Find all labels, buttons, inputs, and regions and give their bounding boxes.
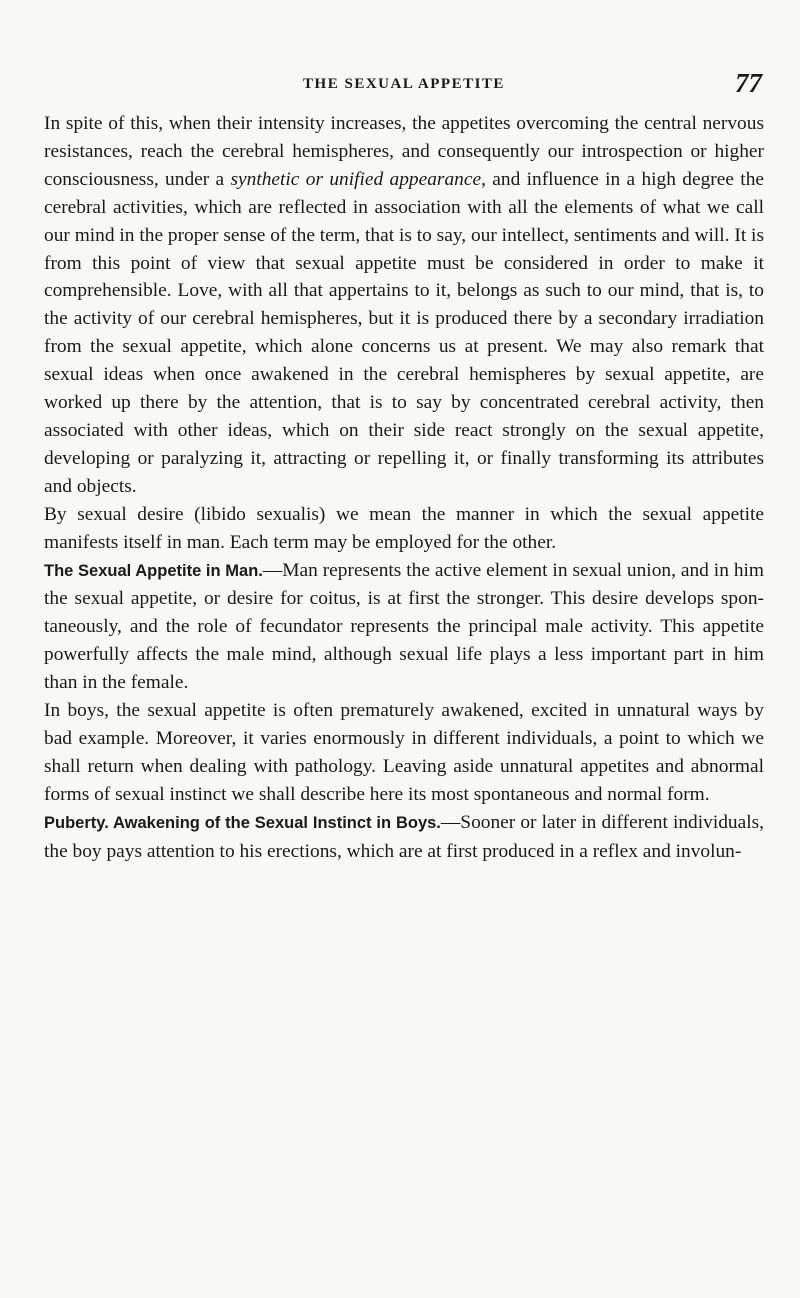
section-heading: The Sexual Appetite in Man. [44, 561, 263, 580]
page-number: 77 [735, 68, 762, 98]
paragraph: The Sexual Appetite in Man.—Man represents the active element in sexual union, and in him the sexual appetite, or desire for coitus, is at first the stronger. This desire develops spontaneously, and the role of fecundator represents the principal male activity. This appetite powerfully affects the male mind, although sexual life plays a less important part in him than in the female. [44, 559, 764, 694]
section-heading: Puberty. Awakening of the Sexual Instinct in Boys. [44, 813, 441, 832]
running-head: THE SEXUAL APPETITE [303, 76, 505, 92]
emphasis: synthetic or unified appearance [230, 168, 482, 190]
paragraph: In boys, the sexual appetite is often prematurely awakened, excited in unnatural ways by bad example. Moreover, it varies enormously in different individuals, a point to which we shall return when dealing with pathology. Leaving aside unnatural appetites and abnormal forms of sexual instinct we shall describe here its most spontaneous and normal form. [44, 700, 764, 805]
page-header [44, 68, 764, 102]
paragraph: Puberty. Awakening of the Sexual Instinct in Boys.—Sooner or later in different individuals, the boy pays attention to his erections, which are at first produced in a reflex and involun- [44, 811, 765, 862]
body-text [44, 110, 764, 865]
paragraph: By sexual desire (libido sexualis) we mean the manner in which the sexual appetite manifests itself in man. Each term may be employed for the other. [44, 503, 764, 553]
paragraph: In spite of this, when their intensity increases, the appetites overcoming the central nervous resistances, reach the cerebral hemispheres, and consequently our introspection or higher consciousness, under a synthetic or unified appearance, and influence in a high degree the cerebral activities, which are reflected in association with all the elements of what we call our mind in the proper sense of the term, that is to say, our intellect, sentiments and will. It is from this point of view that sexual appetite must be considered in order to make it comprehensible. Love, with all that appertains to it, belongs as such to our mind, that is, to the activity of our cerebral hemispheres, but it is produced there by a secondary irradiation from the sexual appetite, which alone concerns us at present. We may also remark that sexual ideas when once awakened in the cerebral hemispheres by sexual appetite, are worked up there by the attention, that is to say by concentrated cerebral activity, then associated with other ideas, which on their side react strongly on the sexual appetite, developing or paralyzing it, attracting or repelling it, or finally transforming its attributes and objects. [44, 113, 764, 497]
